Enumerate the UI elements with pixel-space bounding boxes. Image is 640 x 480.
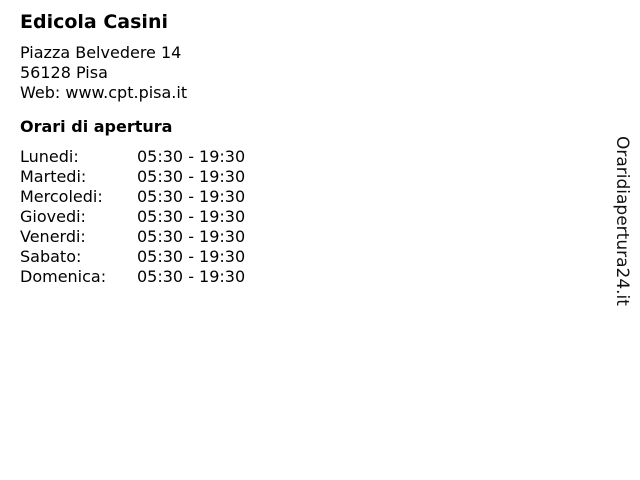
shop-info-card [20,10,580,287]
hours-row-wednesday [20,187,580,207]
hours-day: Mercoledi: [20,187,103,206]
site-watermark: Oraridiapertura24.it [612,136,632,306]
hours-day: Domenica: [20,267,107,286]
address-street: Piazza Belvedere 14 [20,43,182,62]
hours-row-saturday [20,247,580,267]
address-city: 56128 Pisa [20,63,108,82]
hours-table [20,147,580,287]
hours-time: 05:30 - 19:30 [137,267,246,286]
hours-day: Martedi: [20,167,87,186]
hours-time: 05:30 - 19:30 [137,147,246,166]
hours-row-thursday [20,207,580,227]
hours-time: 05:30 - 19:30 [137,227,246,246]
hours-day: Giovedi: [20,207,86,226]
hours-day: Lunedi: [20,147,79,166]
web-line [20,83,580,103]
shop-title: Edicola Casini [20,11,168,33]
hours-day: Venerdi: [20,227,86,246]
hours-row-tuesday [20,167,580,187]
hours-row-friday [20,227,580,247]
hours-day: Sabato: [20,247,82,266]
hours-time: 05:30 - 19:30 [137,167,246,186]
web-label: Web: [20,83,61,102]
hours-time: 05:30 - 19:30 [137,247,246,266]
web-link[interactable]: www.cpt.pisa.it [65,83,188,102]
hours-heading: Orari di apertura [20,117,173,136]
hours-row-sunday [20,267,580,287]
hours-row-monday [20,147,580,167]
hours-time: 05:30 - 19:30 [137,207,246,226]
hours-time: 05:30 - 19:30 [137,187,246,206]
